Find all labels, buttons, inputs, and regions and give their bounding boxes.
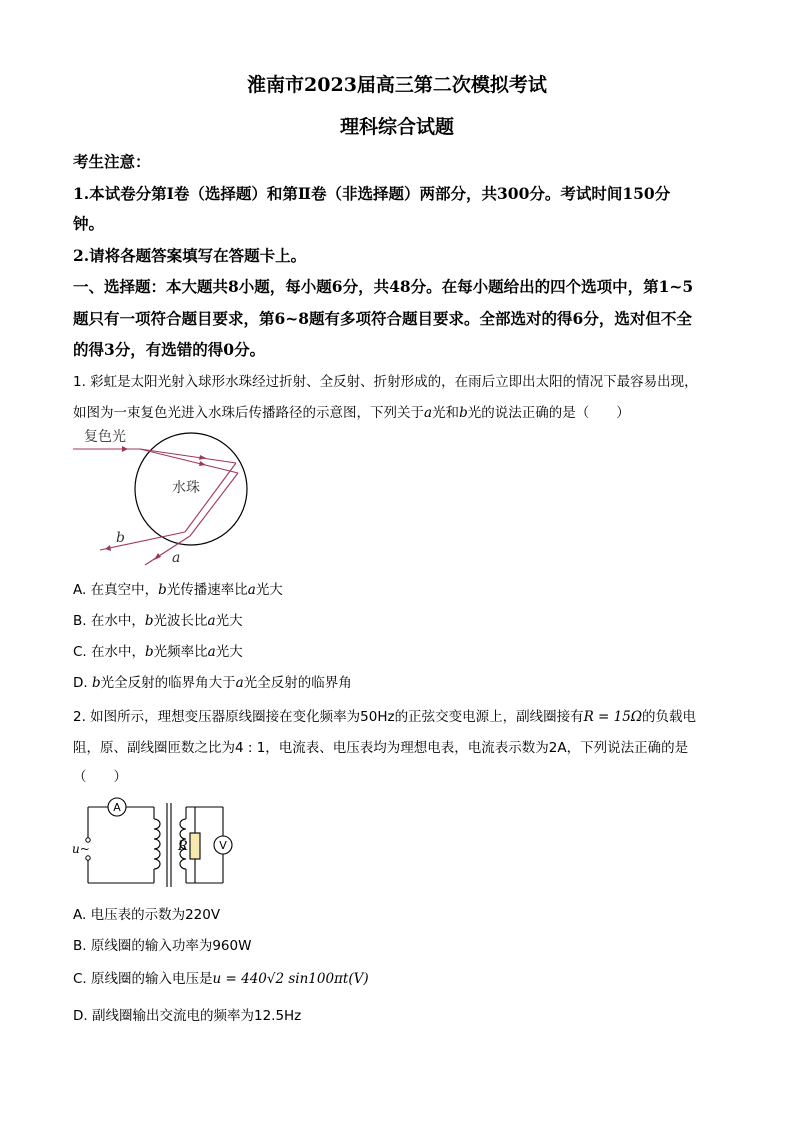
voltage-formula: u = 440√2 sin100πt(V)	[212, 971, 369, 987]
q2-stem-text: 的负载电	[642, 709, 697, 725]
option-text: 光频率比	[153, 644, 208, 660]
q1-stem-line-1: 1. 彩虹是太阳光射入球形水珠经过折射、全反射、折射形成的，在雨后立即出太阳的情况下最容易出现，	[73, 374, 698, 390]
var-b: b	[145, 644, 154, 660]
option-text: 光大	[215, 644, 243, 660]
circuit-wires	[88, 803, 223, 887]
section-instructions-line-2: 题只有一项符合题目要求，第6~8题有多项符合题目要求。全部选对的得6分，选对但不全	[73, 309, 692, 328]
exam-subtitle: 理科综合试题	[339, 116, 454, 138]
resistor-box	[190, 833, 200, 859]
option-text: 光大	[215, 613, 243, 629]
q2-option-b[interactable]: B. 原线圈的输入功率为960W	[73, 938, 252, 954]
q1-stem-text: 如图为一束复色光进入水珠后传播路径的示意图，下列关于	[73, 405, 424, 421]
notice-heading: 考生注意：	[73, 152, 151, 171]
option-text: 光全反射的临界角	[243, 675, 352, 691]
var-b: b	[144, 613, 154, 629]
option-text: 光波长比	[153, 613, 208, 629]
var-a: a	[207, 644, 216, 660]
section-instructions-line-1: 一、选择题：本大题共8小题，每小题6分，共48分。在每小题给出的四个选项中，第1~5	[73, 277, 694, 296]
section-instructions-line-3: 的得3分，有选错的得0分。	[73, 340, 266, 359]
var-a: a	[247, 582, 256, 598]
var-a: a	[235, 675, 244, 691]
option-text: A. 在真空中，	[73, 582, 159, 598]
q1-option-b[interactable]	[73, 609, 243, 629]
water-drop-diagram	[70, 422, 270, 572]
q2-option-c[interactable]	[73, 967, 369, 987]
option-text: 光传播速率比	[166, 582, 248, 598]
ray-b-label: b	[116, 530, 125, 546]
q1-stem-line-2	[73, 401, 630, 421]
exam-title: 淮南市2023届高三第二次模拟考试	[247, 74, 547, 96]
q1-option-c[interactable]	[73, 640, 243, 660]
option-text: B. 在水中，	[73, 613, 145, 629]
q1-stem-text: 光和	[432, 405, 460, 421]
incoming-light-label: 复色光	[84, 429, 126, 445]
var-a: a	[424, 405, 433, 421]
q2-stem-line-2: 阻，原、副线圈匝数之比为4 : 1，电流表、电压表均为理想电表，电流表示数为2A，下列说法正确的是	[73, 740, 689, 756]
option-text: C. 在水中，	[73, 644, 146, 660]
q2-option-d[interactable]: D. 副线圈输出交流电的频率为12.5Hz	[73, 1008, 302, 1024]
notice-item-1-line-2: 钟。	[73, 214, 105, 233]
voltmeter-label: V	[219, 839, 227, 852]
q2-stem-line-3: （ ）	[73, 769, 127, 785]
notice-item-1-line-1: 1.本试卷分第Ⅰ卷（选择题）和第Ⅱ卷（非选择题）两部分，共300分。考试时间150分	[73, 184, 671, 203]
option-text: D.	[73, 675, 92, 691]
q2-stem-line-1	[73, 705, 696, 725]
ray-a-label: a	[172, 550, 181, 566]
transformer-circuit-diagram	[70, 793, 250, 893]
source-terminal-bottom	[86, 856, 90, 860]
var-b: b	[91, 675, 101, 691]
var-a: a	[207, 613, 216, 629]
resistor-label: R	[178, 839, 188, 854]
ray-paths	[73, 449, 238, 565]
q1-option-a[interactable]	[73, 578, 283, 598]
primary-coil	[154, 819, 160, 869]
q2-option-a[interactable]: A. 电压表的示数为220V	[73, 907, 221, 923]
option-text: 光全反射的临界角大于	[100, 675, 236, 691]
q2-stem-text: 2. 如图所示，理想变压器原线圈接在变化频率为50Hz的正弦交变电源上，副线圈接有	[73, 709, 584, 725]
source-label: u~	[72, 842, 90, 856]
notice-item-2: 2.请将各题答案填写在答题卡上。	[73, 246, 307, 265]
var-b: b	[459, 405, 468, 421]
option-text: C. 原线圈的输入电压是	[73, 971, 213, 987]
var-b: b	[158, 582, 167, 598]
water-drop-label: 水珠	[172, 480, 200, 496]
ammeter-label: A	[113, 801, 121, 814]
option-text: 光大	[255, 582, 283, 598]
q2-resistance-formula: R = 15Ω	[583, 709, 643, 725]
q1-option-d[interactable]	[73, 671, 352, 691]
q1-stem-text: 光的说法正确的是（ ）	[467, 405, 630, 421]
